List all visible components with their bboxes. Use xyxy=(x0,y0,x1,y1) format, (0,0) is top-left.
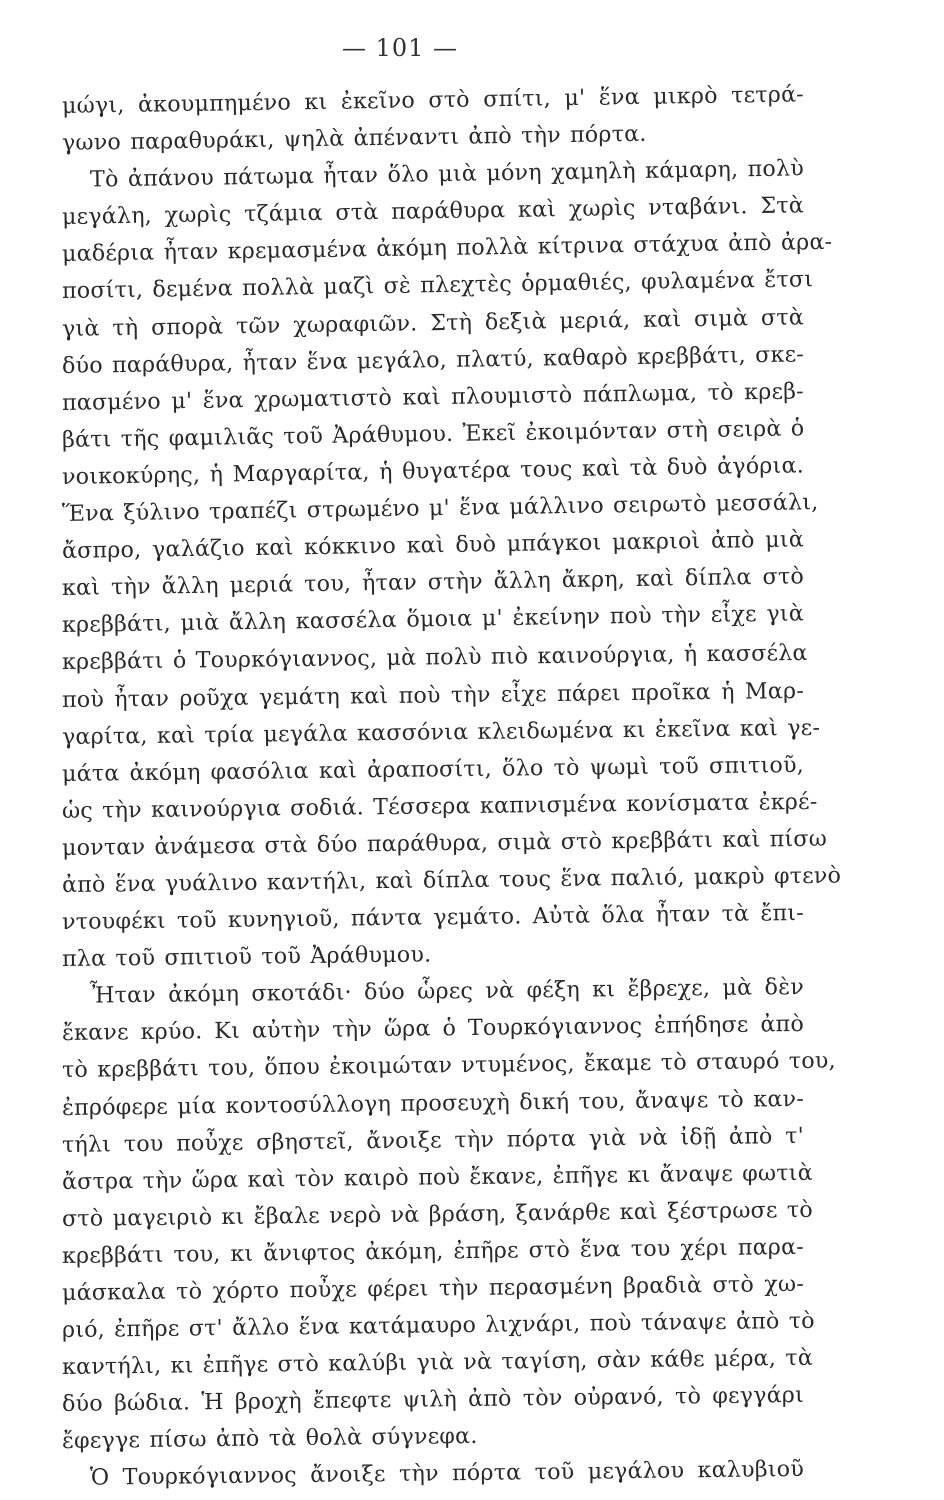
body-text xyxy=(61,81,842,1498)
text-line: ἐπρόφερε μία κοντοσύλλογη προσευχὴ δική του, ἄναψε τὸ καν- xyxy=(61,1085,805,1121)
text-line: ντουφέκι τοῦ κυνηγιοῦ, πάντα γεμάτο. Αὐτὰ ὅλα ἦταν τὰ ἔπι- xyxy=(61,899,805,936)
text-line: βάτι τῆς φαμιλιᾶς τοῦ Ἀράθυμου. Ἐκεῖ ἐκοιμόνταν στὴ σειρὰ ὁ xyxy=(61,415,805,453)
text-line: μώγι, ἀκουμπημένο κι ἐκεῖνο στὸ σπίτι, μ' ἕνα μικρὸ τετρά- xyxy=(61,81,805,119)
text-line: δύο βώδια. Ἡ βροχὴ ἔπεφτε ψιλὴ ἀπὸ τὸν οὐρανό, τὸ φεγγάρι xyxy=(61,1382,805,1418)
text-line: ὡς τὴν καινούργια σοδιά. Τέσσερα καπνισμένα κονίσματα ἐκρέ- xyxy=(61,788,818,824)
text-line: γιὰ τὴ σπορὰ τῶν χωραφιῶν. Στὴ δεξιὰ μεριά, καὶ σιμὰ στὰ xyxy=(61,303,805,342)
text-line: πλα τοῦ σπιτιοῦ τοῦ Ἀράθυμου. xyxy=(61,941,432,973)
text-line: πασμένο μ' ἕνα χρωματιστὸ καὶ πλουμιστὸ πάπλωμα, τὸ κρεβ- xyxy=(61,378,805,416)
text-line: γωνο παραθυράκι, ψηλὰ ἀπέναντι ἀπὸ τὴν πόρτα. xyxy=(61,120,647,157)
text-line: Ἦταν ἀκόμη σκοτάδι· δύο ὧρες νὰ φέξη κι ἔβρεχε, μὰ δὲν xyxy=(89,974,805,1009)
text-line: μεγάλη, χωρὶς τζάμια στὰ παράθυρα καὶ χωρὶς νταβάνι. Στὰ xyxy=(61,192,805,231)
text-line: τὸ κρεββάτι του, ὅπου ἐκοιμώταν ντυμένος, ἔκαμε τὸ σταυρό του, xyxy=(61,1047,836,1084)
page-number: — 101 — xyxy=(341,34,459,62)
text-line: καντήλι, κι ἐπῆγε στὸ καλύβι γιὰ νὰ ταγίση, σὰν κάθε μέρα, τὰ xyxy=(61,1345,814,1381)
text-line: ἀπὸ ἕνα γυάλινο καντήλι, καὶ δίπλα τους ἕνα παλιό, μακρὺ φτενὸ xyxy=(61,862,842,898)
text-line: ποὺ ἦταν ροῦχα γεμάτη καὶ ποὺ τὴν εἶχε πάρει προῖκα ἡ Μαρ- xyxy=(61,677,805,713)
text-line: ἔφεγγε πίσω ἀπὸ τὰ θολὰ σύγνεφα. xyxy=(61,1423,478,1455)
text-line: γαρίτα, καὶ τρία μεγάλα κασσόνια κλειδωμένα κι ἐκεῖνα καὶ γε- xyxy=(61,714,821,750)
text-line: ἔκανε κρύο. Κι αὐτὴν τὴν ὥρα ὁ Τουρκόγιαννος ἐπήδησε ἀπὸ xyxy=(61,1011,805,1047)
text-line: Τὸ ἀπάνου πάτωμα ἦταν ὅλο μιὰ μόνη χαμηλὴ κάμαρη, πολὺ xyxy=(89,155,805,193)
text-line: στὸ μαγειριὸ κι ἔβαλε νερὸ νὰ βράση, ξανάρθε καὶ ξέστρωσε τὸ xyxy=(61,1196,814,1232)
text-line: ἄστρα τὴν ὥρα καὶ τὸν καιρὸ ποὺ ἔκανε, ἐπῆγε κι ἄναψε φωτιὰ xyxy=(61,1159,813,1195)
text-line: νοικοκύρης, ἡ Μαργαρίτα, ἡ θυγατέρα τους καὶ τὰ δυὸ ἀγόρια. xyxy=(61,452,805,490)
text-line: Ὁ Τουρκόγιαννος ἄνοιξε τὴν πόρτα τοῦ μεγάλου καλυβιοῦ xyxy=(89,1456,805,1492)
text-line: καὶ τὴν ἄλλη μεριά του, ἦταν στὴν ἄλλη ἄκρη, καὶ δίπλα στὸ xyxy=(61,563,805,602)
text-line: ποσίτι, δεμένα πολλὰ μαζὶ σὲ πλεχτὲς ὁρμαθιές, φυλαμένα ἔτσι xyxy=(61,266,814,305)
text-line: μάτα ἀκόμη φασόλια καὶ ἀραποσίτι, ὅλο τὸ ψωμὶ τοῦ σπιτιοῦ, xyxy=(61,751,805,787)
text-line: κρεββάτι, μιὰ ἄλλη κασσέλα ὅμοια μ' ἐκείνην ποὺ τὴν εἶχε γιὰ xyxy=(61,600,805,639)
text-line: ἄσπρο, γαλάζιο καὶ κόκκινο καὶ δυὸ μπάγκοι μακριοὶ ἀπὸ μιὰ xyxy=(61,526,805,565)
text-line: ριό, ἐπῆρε στ' ἄλλο ἕνα κατάμαυρο λιχνάρι, ποὺ τάναψε ἀπὸ τὸ xyxy=(61,1307,815,1344)
text-line: μαδέρια ἦταν κρεμασμένα ἀκόμη πολλὰ κίτρινα στάχυα ἀπὸ ἀρα- xyxy=(61,229,833,268)
text-line: τήλι του ποὖχε σβηστεῖ, ἄνοιξε τὴν πόρτα γιὰ νὰ ἰδῇ ἀπὸ τ' xyxy=(61,1122,805,1158)
text-line: Ἕνα ξύλινο τραπέζι στρωμένο μ' ἕνα μάλλινο σειρωτὸ μεσσάλι, xyxy=(61,489,819,528)
text-line: μονταν ἀνάμεσα στὰ δύο παράθυρα, σιμὰ στὸ κρεββάτι καὶ πίσω xyxy=(61,825,828,861)
text-line: μάσκαλα τὸ χόρτο ποὖχε φέρει τὴν περασμένη βραδιὰ στὸ χω- xyxy=(61,1270,805,1306)
text-line: δύο παράθυρα, ἦταν ἕνα μεγάλο, πλατύ, καθαρὸ κρεββάτι, σκε- xyxy=(61,341,805,379)
text-line: κρεββάτι του, κι ἄνιφτος ἀκόμη, ἐπῆρε στὸ ἕνα του χέρι παρα- xyxy=(61,1233,805,1269)
text-line: κρεββάτι ὁ Τουρκόγιαννος, μὰ πολὺ πιὸ καινούργια, ἡ κασσέλα xyxy=(61,640,808,676)
